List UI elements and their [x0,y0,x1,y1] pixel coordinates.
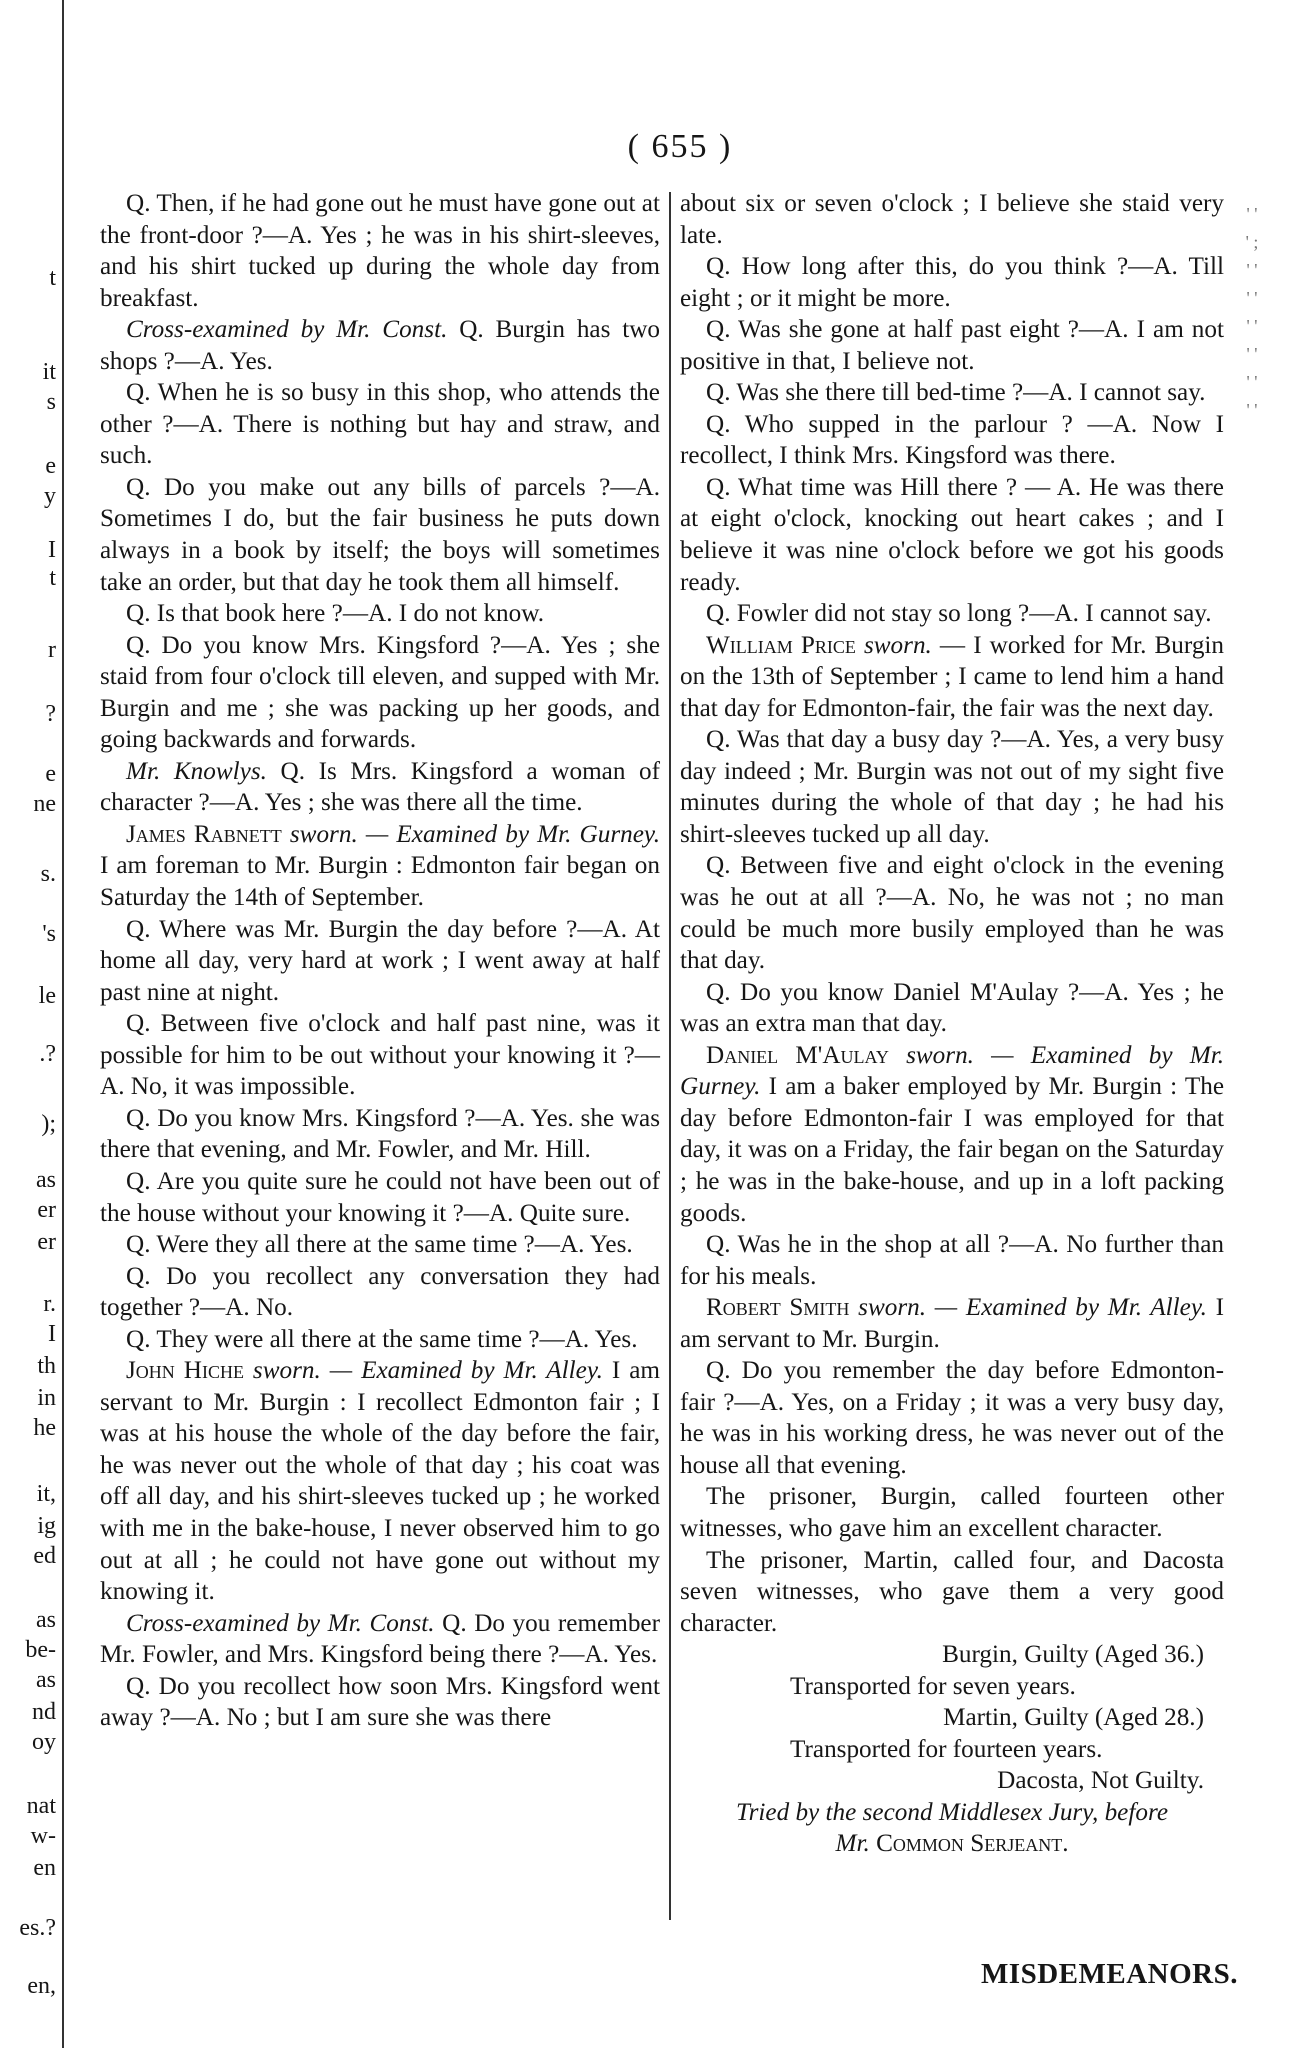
paragraph-text: I am servant to Mr. Burgin : I recollect Edmonton fair ; I was at his house the whole of the day before the fair, he was never out the whole of that day ; his coat was off all day, and his shirt-sleeves tucked up ; he worked with me in the bake-house, I never observed him to go out at all ; he could not have gone out without my knowing it. [100,1357,661,1606]
margin-fragment: ed [33,1543,56,1569]
court-line: Mr. Common Serjeant. [835,1830,1069,1858]
margin-fragment: e [45,453,56,479]
paragraph-text: Q. Between five and eight o'clock in the evening was he out at all ?—A. No, he was not ; no man could be much more busily employed than he was that day. [680,852,1224,975]
paragraph-text: Q. Do you remember the day before Edmonton-fair ?—A. Yes, on a Friday ; it was a very busy day, he was in his working dress, he was never out of the house all that evening. [680,1357,1224,1479]
paragraph [680,314,1224,377]
paragraph-text: Q. Do you know Mrs. Kingsford ?—A. Yes ; she staid from four o'clock till eleven, and supped with Mr. Burgin and me ; she was packing up her goods, and going backwards and forwards. [100,631,660,754]
verdict-line: Martin, Guilty (Aged 28.) [943,1704,1204,1732]
margin-fragment: be- [25,1637,56,1663]
paragraph-text: about six or seven o'clock ; I believe she staid very late. [680,190,1224,249]
paragraph-text: Q. Where was Mr. Burgin the day before ?—A. At home all day, very hard at work ; I went away at half past nine at night. [100,915,660,1006]
paragraph-text: Q. Then, if he had gone out he must have gone out at the front-door ?—A. Yes ; he was in his shirt-sleeves, and his shirt tucked up during the whole day from breakfast. [100,190,660,312]
margin-fragment: 's [42,921,56,947]
paragraph-text: Q. Were they all there at the same time ?—A. Yes. [126,1231,633,1259]
section-heading-misdemeanors: MISDEMEANORS. [980,1958,1238,1990]
examination-note: Mr. Knowlys. [126,757,267,785]
paragraph [680,251,1224,314]
margin-fragment: e [45,761,56,787]
margin-fragment: t [49,565,56,591]
paragraph-text: Q. They were all there at the same time ?—A. Yes. [126,1325,638,1353]
paragraph [100,914,660,1009]
paragraph-text: Q. Is Mrs. Kingsford a woman of character ?—A. Yes ; she was there all the time. [100,757,660,817]
margin-fragment: r. [43,1291,56,1317]
witness-name: Daniel M'Aulay [706,1041,889,1069]
paragraph [680,188,1224,251]
margin-fragment: I [48,537,56,563]
margin-fragment: it [42,359,56,385]
paragraph-text: Q. Fowler did not stay so long ?—A. I cannot say. [706,600,1212,628]
verdicts-block [680,1639,1224,1797]
margin-fragment: ); [41,1111,56,1137]
verdict-line: Burgin, Guilty (Aged 36.) [942,1641,1204,1669]
margin-fragment: ? [45,701,56,727]
paragraph [680,1481,1224,1544]
paragraph-text: Q. Do you make out any bills of parcels ?—A. Sometimes I do, but the fair business he puts down always in a book by itself; the boys will sometimes take an order, but that day he took them all himself. [100,473,660,596]
examination-note: sworn. — Examined by Mr. Gurney. [680,1041,1224,1101]
paragraph-text: — I worked for Mr. Burgin on the 13th of September ; I came to lend him a hand that day for Edmonton-fair, the fair was the next day. [680,631,1225,722]
right-column-body [680,188,1224,1639]
margin-fragment: it, [36,1481,56,1507]
margin-fragment: y [44,483,56,509]
margin-fragment: as [36,1607,56,1633]
margin-fragment: s [46,389,56,415]
paragraph-text: Q. Was that day a busy day ?—A. Yes, a very busy day indeed ; Mr. Burgin was not out of my sight five minutes during the whole of that day ; he had his shirt-sleeves tucked up all day. [680,726,1224,848]
margin-fragment: oy [32,1729,56,1755]
paragraph [100,1229,660,1261]
paragraph [100,1166,660,1229]
left-column [100,188,660,1734]
examination-note: sworn. — Examined by Mr. Alley. [849,1294,1207,1322]
margin-fragment: th [37,1353,56,1379]
margin-fragment: ne [33,791,56,817]
paragraph [680,472,1224,598]
margin-fragment: es.? [19,1915,56,1941]
examination-note: sworn. [855,631,932,659]
paragraph-text: Q. Do you know Mrs. Kingsford ?—A. Yes. she was there that evening, and Mr. Fowler, and Mr. Hill. [100,1104,660,1164]
witness-name: James Rabnett [126,820,282,848]
paragraph [100,314,660,377]
paragraph-text: The prisoner, Martin, called four, and Dacosta seven witnesses, who gave them a very good character. [680,1546,1224,1637]
sentence-line: Transported for seven years. [790,1672,1076,1700]
paragraph [100,188,660,314]
paragraph-text: I am a baker employed by Mr. Burgin : The day before Edmonton-fair I was employed for that day, it was on a Friday, the fair began on the Saturday ; he was in the bake-house, and up in a loft packing goods. [680,1073,1224,1227]
paragraph-text: Q. Is that book here ?—A. I do not know. [126,600,545,628]
paragraph [680,1040,1224,1229]
verdict-line: Dacosta, Not Guilty. [997,1767,1204,1795]
witness-name: John Hiche [126,1357,244,1385]
margin-fragment: nd [32,1699,56,1725]
paragraph-text: Q. Do you recollect how soon Mrs. Kingsford went away ?—A. No ; but I am sure she was there [100,1672,660,1732]
paragraph-text: Q. What time was Hill there ? — A. He was there at eight o'clock, knocking out heart cakes ; and I believe it was nine o'clock before we got his goods ready. [680,473,1224,596]
paragraph [100,598,660,630]
tried-by-line: Tried by the second Middlesex Jury, before [735,1798,1169,1826]
paragraph-text: The prisoner, Burgin, called fourteen other witnesses, who gave him an excellent character. [680,1483,1224,1542]
paragraph [680,1292,1224,1355]
paragraph-text: Q. Are you quite sure he could not have been out of the house without your knowing it ?—A. Quite sure. [100,1167,660,1227]
margin-fragment: I [48,1321,56,1347]
paragraph-text: Q. Between five o'clock and half past nine, was it possible for him to be out without your knowing it ?—A. No, it was impossible. [100,1010,660,1101]
paragraph [680,377,1224,409]
margin-fragment: en, [27,1973,56,1999]
margin-fragment: s. [40,861,56,887]
examination-note: Cross-examined by Mr. Const. [126,316,448,344]
paragraph-text: I am foreman to Mr. Burgin : Edmonton fair began on Saturday the 14th of September. [100,852,660,912]
examination-note: Cross-examined by Mr. Const. [126,1609,435,1637]
examination-note: sworn. — Examined by Mr. Gurney. [281,820,660,848]
paragraph-text: Q. Was she there till bed-time ?—A. I cannot say. [706,379,1206,407]
paragraph [100,1355,660,1607]
margin-fragment: nat [26,1793,56,1819]
paragraph [100,377,660,472]
paragraph-text: Q. Do you remember Mr. Fowler, and Mrs. Kingsford being there ?—A. Yes. [100,1609,660,1669]
paragraph [680,850,1224,976]
margin-fragment: er [37,1197,56,1223]
page-number: ( 655 ) [627,128,733,165]
sentence-line: Transported for fourteen years. [790,1735,1103,1763]
paragraph [680,1229,1224,1292]
witness-name: Robert Smith [706,1294,850,1322]
paragraph [100,1324,660,1356]
margin-fragment: t [49,265,56,291]
margin-fragment: le [38,983,56,1009]
witness-name: William Price [706,631,856,659]
paragraph [100,472,660,598]
paragraph [680,1545,1224,1640]
paragraph-text: Q. Was he in the shop at all ?—A. No further than for his meals. [680,1231,1224,1290]
examination-note: sworn. — Examined by Mr. Alley. [243,1357,603,1385]
paragraph-text: Q. Who supped in the parlour ? —A. Now I recollect, I think Mrs. Kingsford was there. [680,410,1224,470]
margin-fragment: r [48,637,56,663]
binding-marks: ' ' ' ; ' ' ' ' ' ' ' ' ' ' ' ' [1245,204,1259,420]
margin-fragment: w- [30,1823,56,1849]
paragraph [680,630,1224,725]
paragraph [100,819,660,914]
paragraph-text: Q. How long after this, do you think ?—A. Till eight ; or it might be more. [680,253,1224,312]
paragraph-text: Q. Burgin has two shops ?—A. Yes. [100,316,661,375]
paragraph [100,1261,660,1324]
margin-fragment: in [37,1385,56,1411]
paragraph [100,1008,660,1103]
paragraph [680,1355,1224,1481]
margin-fragment: ig [37,1513,56,1539]
paragraph [100,756,660,819]
margin-fragment: he [33,1415,56,1441]
right-column [680,188,1224,1860]
margin-fragment: as [36,1167,56,1193]
paragraph-text: Q. Do you know Daniel M'Aulay ?—A. Yes ; he was an extra man that day. [680,978,1224,1038]
paragraph-text: Q. When he is so busy in this shop, who attends the other ?—A. There is nothing but hay and straw, and such. [100,379,660,470]
paragraph [680,598,1224,630]
paragraph-text: Q. Do you recollect any conversation they had together ?—A. No. [100,1262,660,1322]
paragraph-text: I am servant to Mr. Burgin. [680,1294,1224,1353]
margin-fragment: er [37,1229,56,1255]
paragraph-text: Q. Was she gone at half past eight ?—A. I am not positive in that, I believe not. [680,316,1224,375]
paragraph [100,1671,660,1734]
paragraph [680,409,1224,472]
paragraph [680,724,1224,850]
margin-fragment: as [36,1667,56,1693]
margin-fragment: en [33,1855,56,1881]
paragraph [100,1103,660,1166]
paragraph [100,630,660,756]
column-divider [669,192,671,1920]
paragraph [680,977,1224,1040]
paragraph [100,1608,660,1671]
margin-fragment: .? [39,1041,56,1067]
